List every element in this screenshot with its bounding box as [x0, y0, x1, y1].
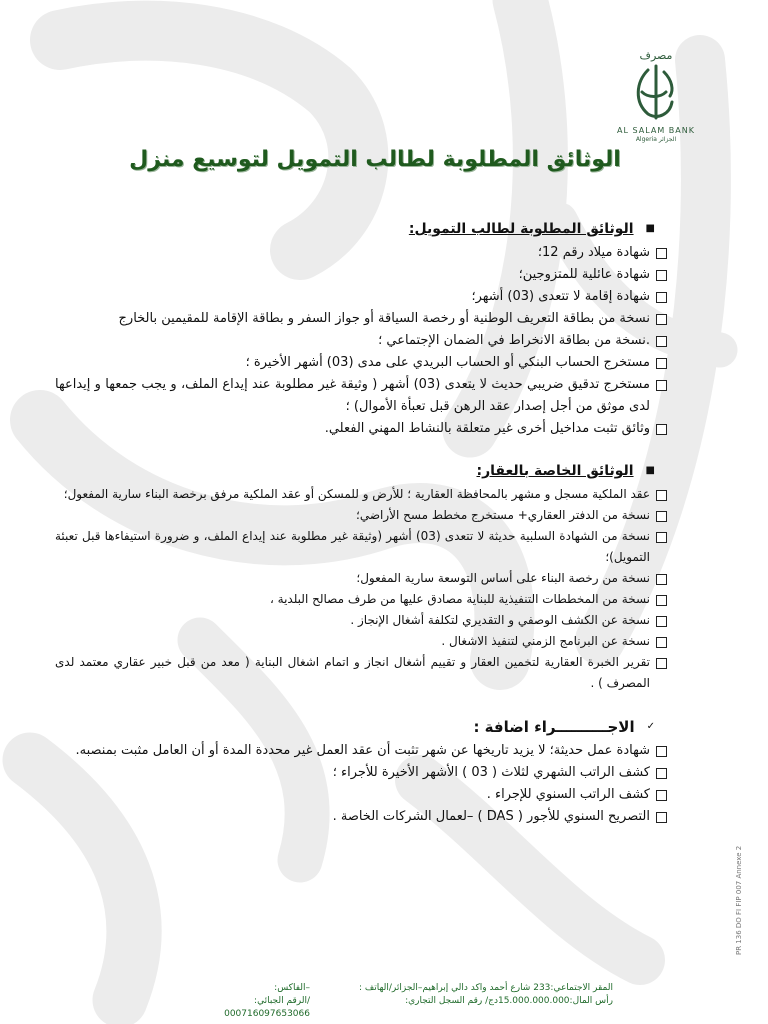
logo-english-text: AL SALAM BANK [617, 126, 695, 135]
checkbox-icon [656, 314, 667, 325]
checkbox-icon [656, 595, 667, 606]
list-item: شهادة عمل حديثة؛ لا يزيد تاريخها عن شهر تثبت أن عقد العمل غير محددة المدة أو أن العامل مثبت بمنصبه. [55, 740, 667, 762]
checkbox-icon [656, 248, 667, 259]
checkbox-icon [656, 812, 667, 823]
list-item: كشف الراتب الشهري لثلاث ( 03 ) الأشهر الأخيرة للأجراء ؛ [55, 762, 667, 784]
checkbox-icon [656, 292, 667, 303]
list-item: كشف الراتب السنوي للإجراء . [55, 784, 667, 806]
footer-line-address: المقر الاجتماعي:233 شارع أحمد واكد دالي إبراهيم–الجزائر/الهاتف : [359, 983, 613, 993]
list-item: تقرير الخبرة العقارية لتخمين العقار و تقييم أشغال انجاز و اتمام اشغال البناية ( معد من قبل خبير عقاري معتمد لدى المصرف ) . [55, 652, 667, 694]
list-item: .نسخة من بطاقة الانخراط في الضمان الإجتماعي ؛ [55, 330, 667, 352]
checkbox-icon [656, 511, 667, 522]
list-item: نسخة من رخصة البناء على أساس التوسعة سارية المفعول؛ [55, 568, 667, 589]
section-heading-extra [55, 716, 667, 738]
checkbox-icon [656, 768, 667, 779]
footer-contact [170, 982, 310, 1021]
list-item: عقد الملكية مسجل و مشهر بالمحافظة العقارية ؛ للأرض و للمسكن أو عقد الملكية مرفق برخصة البناء سارية المفعول؛ [55, 484, 667, 505]
checkbox-icon [656, 424, 667, 435]
footer-address [355, 982, 613, 1008]
list-item: مستخرج الحساب البنكي أو الحساب البريدي على مدى (03) أشهر الأخيرة ؛ [55, 352, 667, 374]
checkbox-icon [656, 358, 667, 369]
bank-logo [610, 50, 702, 150]
checkbox-icon [656, 746, 667, 757]
section-heading-text: الوثائق الخاصة بالعقار: [476, 463, 634, 479]
checkbox-icon [656, 490, 667, 501]
list-item: نسخة من الشهادة السلبية حديثة لا تتعدى (03) أشهر (وثيقة غير مطلوبة عند إيداع الملف، و ضرورة استيفاءها قبل تعبئة التمويل)؛ [55, 526, 667, 568]
section-heading-applicant [55, 218, 667, 240]
document-reference-code: PR 136 DO FI FIP 007 Annexe 2 [735, 845, 743, 955]
checkbox-icon [656, 270, 667, 281]
footer-tax-number: /الرقم الجبائي: 000716097653066 [224, 996, 310, 1019]
bank-emblem-icon [626, 62, 686, 122]
list-item: نسخة عن الكشف الوصفي و التقديري لتكلفة أشغال الإنجاز . [55, 610, 667, 631]
checkbox-icon [656, 532, 667, 543]
list-item: شهادة عائلية للمتزوجين؛ [55, 264, 667, 286]
section-heading-property [55, 460, 667, 482]
checkbox-icon [656, 790, 667, 801]
list-item: نسخة عن البرنامج الزمني لتنفيذ الاشغال . [55, 631, 667, 652]
page-title: الوثائق المطلوبة لطالب التمويل لتوسيع منزل [129, 147, 621, 172]
checkbox-icon [656, 380, 667, 391]
checkmark-icon: ✓ [646, 721, 655, 732]
checkbox-icon [656, 616, 667, 627]
section-heading-text: الوثائق المطلوبة لطالب التمويل: [408, 221, 634, 237]
bullet-square-icon: ■ [645, 223, 655, 234]
checkbox-icon [656, 658, 667, 669]
footer-line-capital: رأس المال:15.000.000.000دج/ رقم السجل التجاري: [405, 996, 613, 1006]
checkbox-icon [656, 637, 667, 648]
list-item: وثائق تثبت مداخيل أخرى غير متعلقة بالنشاط المهني الفعلي. [55, 418, 667, 440]
checkbox-icon [656, 574, 667, 585]
checkbox-icon [656, 336, 667, 347]
list-item: مستخرج تدقيق ضريبي حديث لا يتعدى (03) أشهر ( وثيقة غير مطلوبة عند إيداع الملف، و يجب جمعها و إيداعها لدى موثق من أجل إصدار عقد الرهن قبل تعبأة الأموال) ؛ [55, 374, 667, 418]
list-item: شهادة ميلاد رقم 12؛ [55, 242, 667, 264]
footer-fax: –الفاكس: [274, 983, 310, 993]
list-item: نسخة من بطاقة التعريف الوطنية أو رخصة السياقة أو جواز السفر و بطاقة الإقامة للمقيمين بالخارج [55, 308, 667, 330]
list-item: شهادة إقامة لا تتعدى (03) أشهر؛ [55, 286, 667, 308]
section-heading-text: الاجــــــــــراء اضافة : [473, 718, 635, 736]
document-body [55, 218, 667, 828]
list-item: نسخة من الدفتر العقاري+ مستخرج مخطط مسح الأراضي؛ [55, 505, 667, 526]
logo-arabic-text: مصرف [639, 49, 673, 62]
logo-sub-text: Algeria الجزائر [635, 136, 677, 143]
bullet-square-icon: ■ [645, 465, 655, 476]
list-item: نسخة من المخططات التنفيذية للبناية مصادق عليها من طرف مصالح البلدية ، [55, 589, 667, 610]
list-item: التصريح السنوي للأجور ( DAS ) –لعمال الشركات الخاصة . [55, 806, 667, 828]
